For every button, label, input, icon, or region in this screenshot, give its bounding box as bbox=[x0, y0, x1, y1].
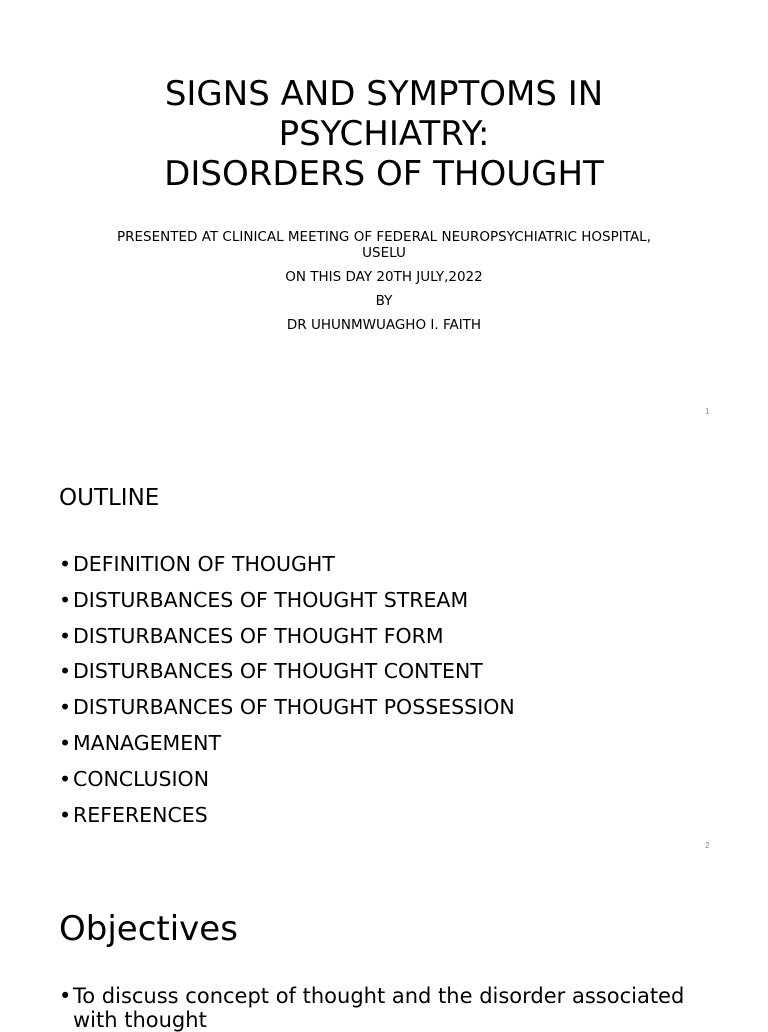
list-item: • MANAGEMENT bbox=[59, 731, 515, 755]
slide-number: 2 bbox=[705, 841, 710, 850]
slide-number: 1 bbox=[705, 407, 710, 416]
list-item: • DISTURBANCES OF THOUGHT CONTENT bbox=[59, 659, 515, 683]
slide-outline bbox=[0, 433, 768, 866]
slide-title bbox=[0, 0, 768, 433]
list-item: • DISTURBANCES OF THOUGHT POSSESSION bbox=[59, 695, 515, 719]
list-item: • To discuss concept of thought and the disorder associated with thought bbox=[59, 984, 699, 1032]
subtitle-line-date: ON THIS DAY 20TH JULY,2022 bbox=[285, 269, 483, 285]
subtitle-line-presenter: DR UHUNMWUAGHO I. FAITH bbox=[286, 317, 482, 333]
subtitle-line-venue: PRESENTED AT CLINICAL MEETING OF FEDERAL NEUROPSYCHIATRIC HOSPITAL, USELU bbox=[116, 229, 651, 261]
outline-heading: OUTLINE bbox=[59, 485, 160, 511]
presentation-subtitle bbox=[100, 229, 668, 341]
presentation-title: SIGNS AND SYMPTOMS IN PSYCHIATRY: DISORDERS OF THOUGHT bbox=[164, 74, 604, 194]
list-item: • REFERENCES bbox=[59, 803, 515, 827]
list-item: • DISTURBANCES OF THOUGHT FORM bbox=[59, 624, 515, 648]
outline-list bbox=[59, 552, 515, 838]
objectives-list bbox=[59, 984, 699, 1032]
subtitle-line-by: BY bbox=[375, 293, 393, 309]
objectives-heading: Objectives bbox=[59, 909, 238, 949]
list-item: • DEFINITION OF THOUGHT bbox=[59, 552, 515, 576]
slide-objectives bbox=[0, 866, 768, 1032]
list-item: • DISTURBANCES OF THOUGHT STREAM bbox=[59, 588, 515, 612]
list-item: • CONCLUSION bbox=[59, 767, 515, 791]
